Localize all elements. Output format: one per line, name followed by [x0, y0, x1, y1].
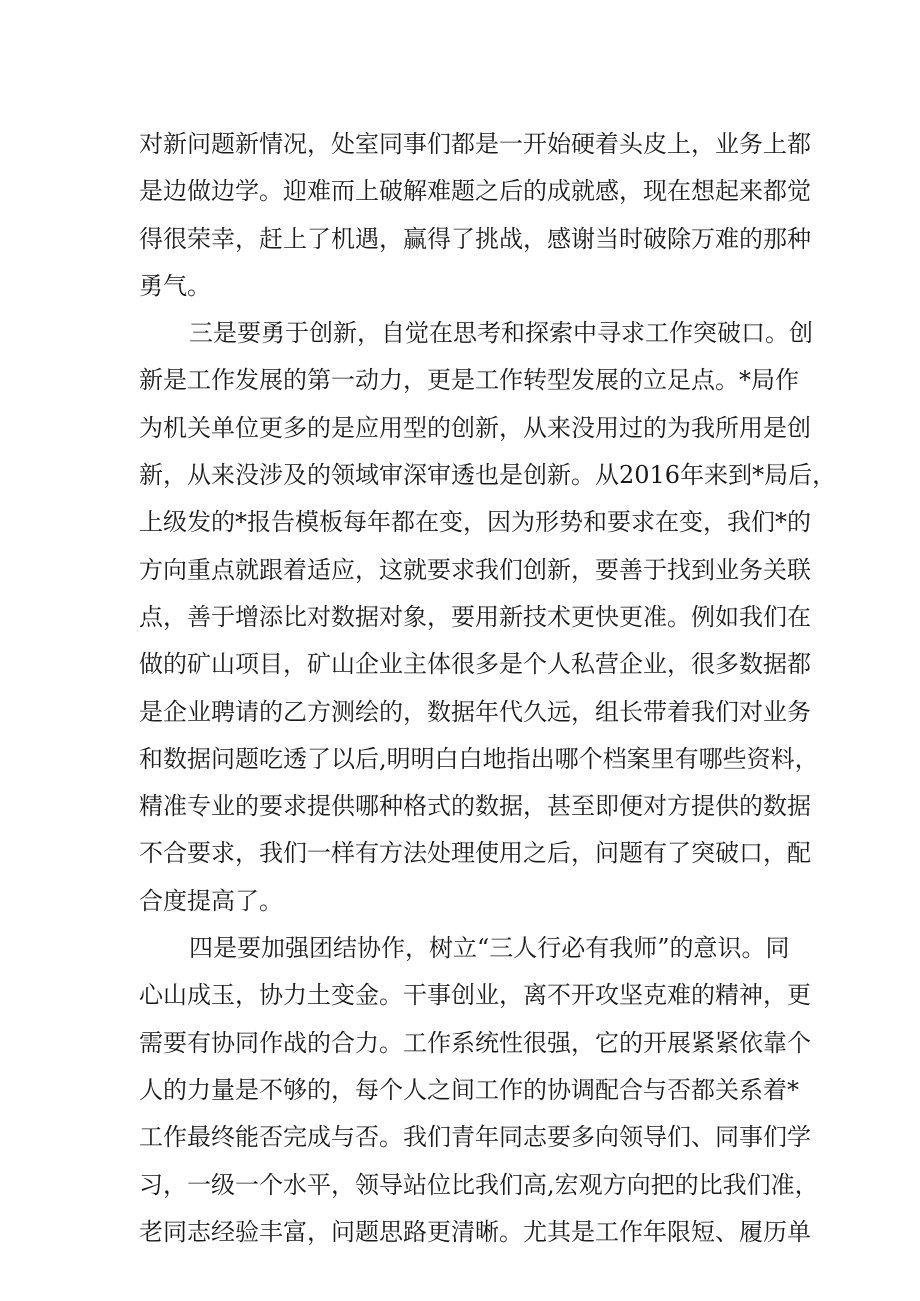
text-line: 做的矿山项目，矿山企业主体很多是个人私营企业，很多数据都	[139, 650, 811, 679]
text-line: 不合要求，我们一样有方法处理使用之后，问题有了突破口，配	[139, 839, 811, 868]
text-line: 方向重点就跟着适应，这就要求我们创新，要善于找到业务关联	[139, 555, 811, 584]
text-line: 工作最终能否完成与否。我们青年同志要多向领导们、同事们学	[139, 1123, 811, 1152]
text-line: 新，从来没涉及的领域审深审透也是创新。从2016年来到*局后，	[139, 461, 837, 490]
text-line: 人的力量是不够的，每个人之间工作的协调配合与否都关系着*	[139, 1075, 799, 1104]
text-line: 对新问题新情况，处室同事们都是一开始硬着头皮上，业务上都	[139, 130, 811, 158]
text-line: 和数据问题吃透了以后,明明白白地指出哪个档案里有哪些资料，	[139, 744, 819, 773]
text-line: 习，一级一个水平，领导站位比我们高,宏观方向把的比我们准，	[139, 1170, 819, 1199]
text-line: 是企业聘请的乙方测绘的，数据年代久远，组长带着我们对业务	[139, 697, 811, 726]
text-line: 为机关单位更多的是应用型的创新，从来没用过的为我所用是创	[139, 413, 811, 442]
text-line: 勇气。	[139, 271, 211, 300]
text-line: 是边做边学。迎难而上破解难题之后的成就感，现在想起来都觉	[139, 177, 811, 206]
paragraph-start-line: 四是要加强团结协作，树立“三人行必有我师”的意识。同	[189, 934, 790, 963]
text-line: 合度提高了。	[139, 886, 283, 915]
text-line: 需要有协同作战的合力。工作系统性很强，它的开展紧紧依靠个	[139, 1028, 811, 1057]
text-line: 上级发的*报告模板每年都在变，因为形势和要求在变，我们*的	[139, 508, 811, 537]
document-body	[139, 121, 837, 1256]
text-line: 得很荣幸，赶上了机遇，赢得了挑战，感谢当时破除万难的那种	[139, 224, 811, 253]
text-line: 精准专业的要求提供哪种格式的数据，甚至即便对方提供的数据	[139, 792, 811, 821]
text-line: 新是工作发展的第一动力，更是工作转型发展的立足点。*局作	[139, 366, 799, 395]
text-line: 心山成玉，协力土变金。干事创业，离不开攻坚克难的精神，更	[139, 981, 811, 1010]
text-line: 老同志经验丰富，问题思路更清晰。尤其是工作年限短、履历单	[139, 1217, 811, 1246]
paragraph-start-line: 三是要勇于创新，自觉在思考和探索中寻求工作突破口。创	[189, 319, 813, 348]
text-line: 点，善于增添比对数据对象，要用新技术更快更准。例如我们在	[139, 602, 811, 631]
